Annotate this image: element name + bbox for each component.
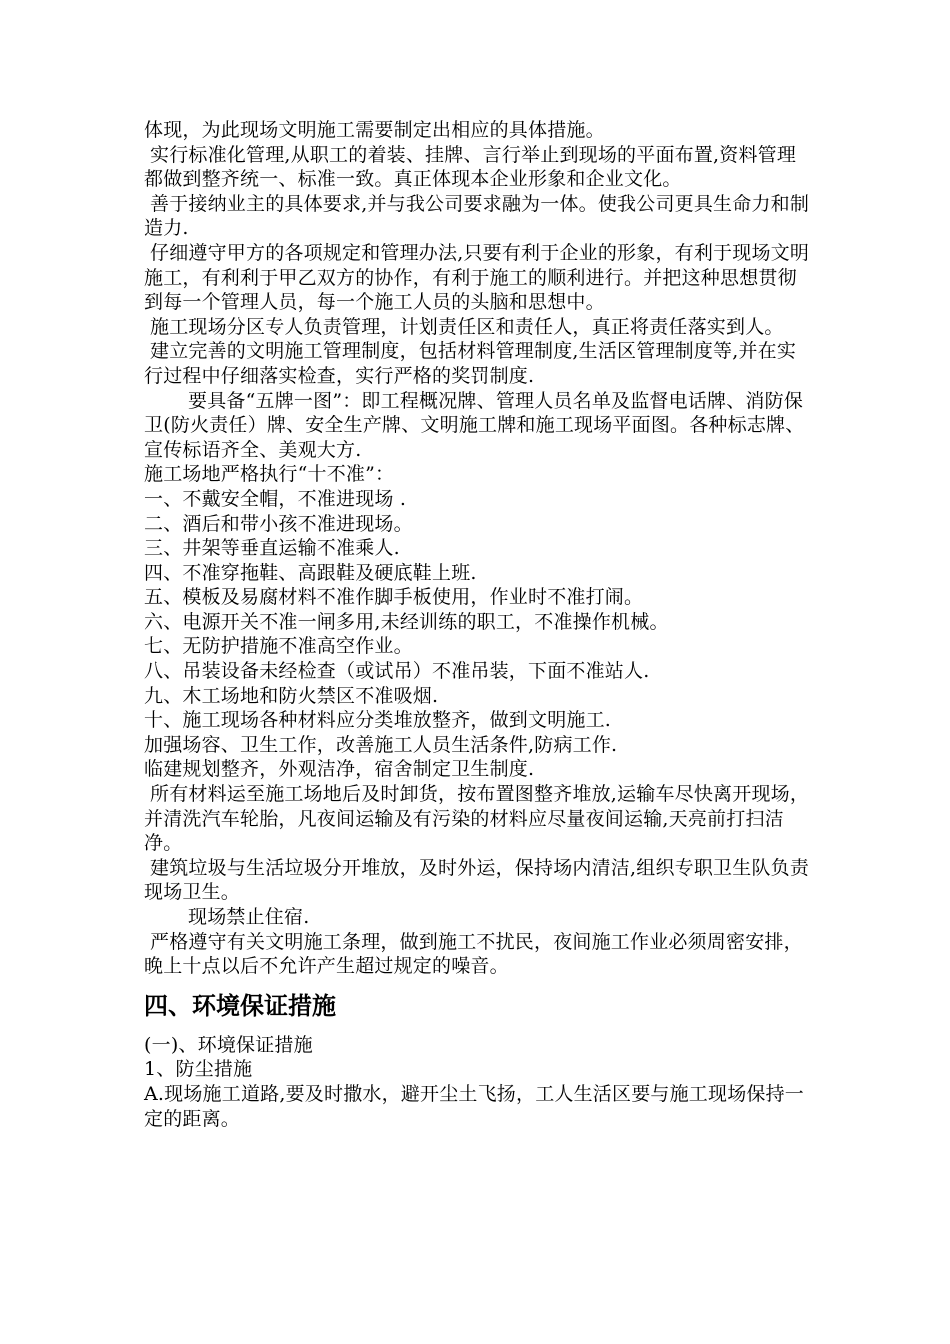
paragraph: 加强场容、卫生工作，改善施工人员生活条件,防病工作.: [144, 733, 618, 756]
paragraph: 体现，为此现场文明施工需要制定出相应的具体措施。: [144, 119, 605, 141]
section-heading: 四、环境保证措施: [144, 991, 336, 1020]
paragraph: 建筑垃圾与生活垃圾分开堆放，及时外运，保持场内清洁,组织专职卫生队负责现场卫生。: [144, 856, 810, 904]
paragraph: 建立完善的文明施工管理制度，包括材料管理制度,生活区管理制度等,并在实行过程中仔细落实检查，实行严格的奖罚制度.: [144, 340, 797, 387]
rule-item: 八、吊装设备未经检查（或试吊）不准吊装，下面不准站人.: [144, 660, 650, 683]
paragraph: 实行标准化管理,从职工的着装、挂牌、言行举止到现场的平面布置,资料管理都做到整齐统一、标准一致。真正体现本企业形象和企业文化。: [144, 143, 797, 191]
paragraph: 所有材料运至施工场地后及时卸货，按布置图整齐堆放,运输车尽快离开现场，并清洗汽车轮胎，凡夜间运输及有污染的材料应尽量夜间运输,天亮前打扫洁净。: [144, 783, 810, 855]
rule-item: 四、不准穿拖鞋、高跟鞋及硬底鞋上班.: [144, 561, 477, 584]
rule-item: 十、施工现场各种材料应分类堆放整齐，做到文明施工.: [144, 709, 612, 732]
subsection-heading: (一)、环境保证措施: [144, 1033, 313, 1056]
paragraph: 善于接纳业主的具体要求,并与我公司要求融为一体。使我公司更具生命力和制造力.: [144, 192, 810, 240]
rule-item: 五、模板及易腐材料不准作脚手板使用，作业时不准打闹。: [144, 586, 644, 609]
paragraph: A.现场施工道路,要及时撒水，避开尘土飞扬，工人生活区要与施工现场保持一定的距离。: [144, 1082, 805, 1130]
rule-item: 一、不戴安全帽，不准进现场 .: [144, 487, 407, 510]
paragraph: 现场禁止住宿.: [188, 906, 310, 928]
rule-item: 二、酒后和带小孩不准进现场。: [144, 512, 413, 535]
paragraph: 严格遵守有关文明施工条理，做到施工不扰民，夜间施工作业必须周密安排，晚上十点以后不允许产生超过规定的噪音。: [144, 930, 803, 978]
rule-item: 三、井架等垂直运输不准乘人.: [144, 537, 400, 560]
paragraph: 仔细遵守甲方的各项规定和管理办法,只要有利于企业的形象，有利于现场文明施工，有利利于甲乙双方的协作，有利于施工的顺利进行。并把这种思想贯彻到每一个管理人员，每一个施工人员的头脑和思想中。: [144, 241, 810, 314]
rule-item: 六、电源开关不准一闸多用,未经训练的职工，不准操作机械。: [144, 610, 669, 633]
rule-item: 七、无防护措施不准高空作业。: [144, 635, 413, 658]
paragraph: 施工现场分区专人负责管理，计划责任区和责任人，真正将责任落实到人。: [150, 315, 784, 338]
item-heading: 1、防尘措施: [144, 1058, 253, 1081]
rule-item: 九、木工场地和防火禁区不准吸烟.: [144, 684, 439, 707]
document-page: [144, 118, 814, 1131]
paragraph: 要具备“五牌一图”：即工程概况牌、管理人员名单及监督电话牌、消防保卫(防火责任）牌、安全生产牌、文明施工牌和施工现场平面图。各种标志牌、宣传标语齐全、美观大方.: [144, 389, 805, 461]
paragraph: 临建规划整齐，外观洁净，宿舍制定卫生制度.: [144, 758, 535, 781]
paragraph: 施工场地严格执行“十不准”：: [144, 463, 395, 486]
